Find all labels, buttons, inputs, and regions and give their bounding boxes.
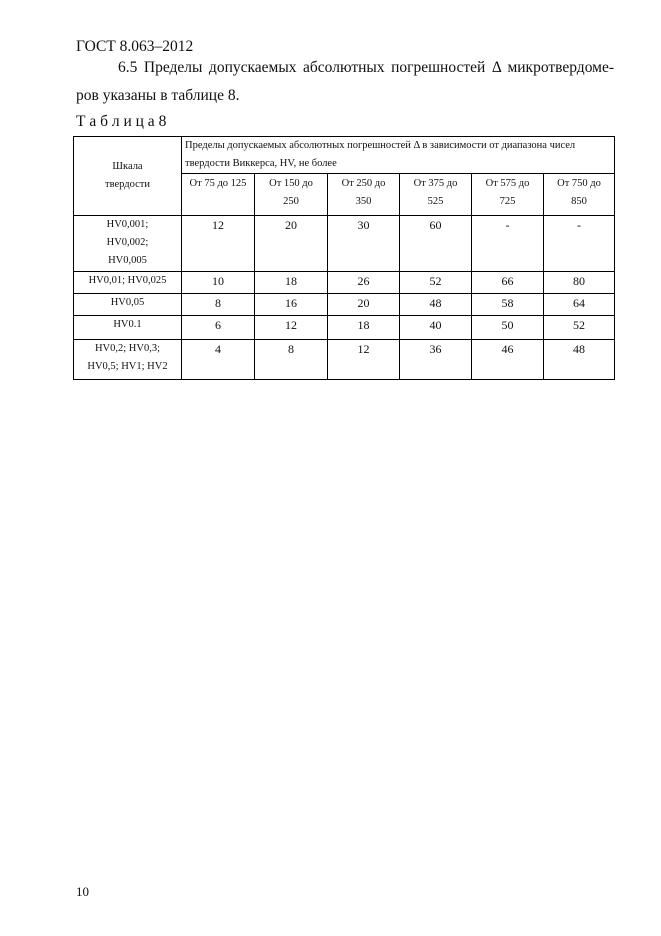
value-cell: 52 (544, 316, 615, 340)
table-row (74, 216, 615, 272)
table-row (74, 294, 615, 316)
value-cell: 12 (328, 340, 400, 380)
scale-cell: HV0,01; HV0,025 (74, 272, 182, 294)
range-header: От 75 до 125 (182, 174, 255, 216)
range-header: От 375 до 525 (400, 174, 472, 216)
value-cell: 50 (472, 316, 544, 340)
document-header: ГОСТ 8.063–2012 (76, 38, 194, 55)
table-header-row-1 (74, 137, 615, 174)
value-cell: 8 (255, 340, 328, 380)
range-header: От 250 до 350 (328, 174, 400, 216)
value-cell: 18 (255, 272, 328, 294)
value-cell: 12 (182, 216, 255, 272)
scale-cell: HV0,05 (74, 294, 182, 316)
paragraph-line-1 (76, 59, 614, 77)
paragraph-line-2: ров указаны в таблице 8. (76, 87, 240, 104)
value-cell: 20 (328, 294, 400, 316)
value-cell: 16 (255, 294, 328, 316)
table-row (74, 340, 615, 380)
value-cell: 66 (472, 272, 544, 294)
value-cell: 58 (472, 294, 544, 316)
page-number: 10 (76, 884, 89, 899)
value-cell: 48 (544, 340, 615, 380)
value-cell: 48 (400, 294, 472, 316)
value-cell: 60 (400, 216, 472, 272)
value-cell: 10 (182, 272, 255, 294)
value-cell: 64 (544, 294, 615, 316)
table-caption: Т а б л и ц а 8 (76, 113, 167, 130)
limits-column-header: Пределы допускаемых абсолютных погрешностей Δ в зависимости от диапазона чисел твердости Виккерса, HV, не более (182, 137, 615, 174)
table-row (74, 316, 615, 340)
table-8 (73, 136, 615, 380)
paragraph-number: 6.5 (118, 59, 138, 76)
value-cell: 6 (182, 316, 255, 340)
value-cell: 52 (400, 272, 472, 294)
paragraph-text-line-1: Пределы допускаемых абсолютных погрешностей Δ микротвердоме- (143, 59, 614, 76)
range-header: От 750 до 850 (544, 174, 615, 216)
range-header: От 150 до 250 (255, 174, 328, 216)
scale-cell: HV0,001; HV0,002; HV0,005 (74, 216, 182, 272)
scale-cell: HV0.1 (74, 316, 182, 340)
value-cell: 36 (400, 340, 472, 380)
scale-column-header: Шкала твердости (74, 137, 182, 216)
range-header: От 575 до 725 (472, 174, 544, 216)
value-cell: 26 (328, 272, 400, 294)
value-cell: 8 (182, 294, 255, 316)
table-row (74, 272, 615, 294)
value-cell: 4 (182, 340, 255, 380)
value-cell: 80 (544, 272, 615, 294)
value-cell: 30 (328, 216, 400, 272)
value-cell: 12 (255, 316, 328, 340)
value-cell: 18 (328, 316, 400, 340)
value-cell: - (472, 216, 544, 272)
value-cell: 20 (255, 216, 328, 272)
value-cell: - (544, 216, 615, 272)
value-cell: 40 (400, 316, 472, 340)
scale-cell: HV0,2; HV0,3; HV0,5; HV1; HV2 (74, 340, 182, 380)
value-cell: 46 (472, 340, 544, 380)
